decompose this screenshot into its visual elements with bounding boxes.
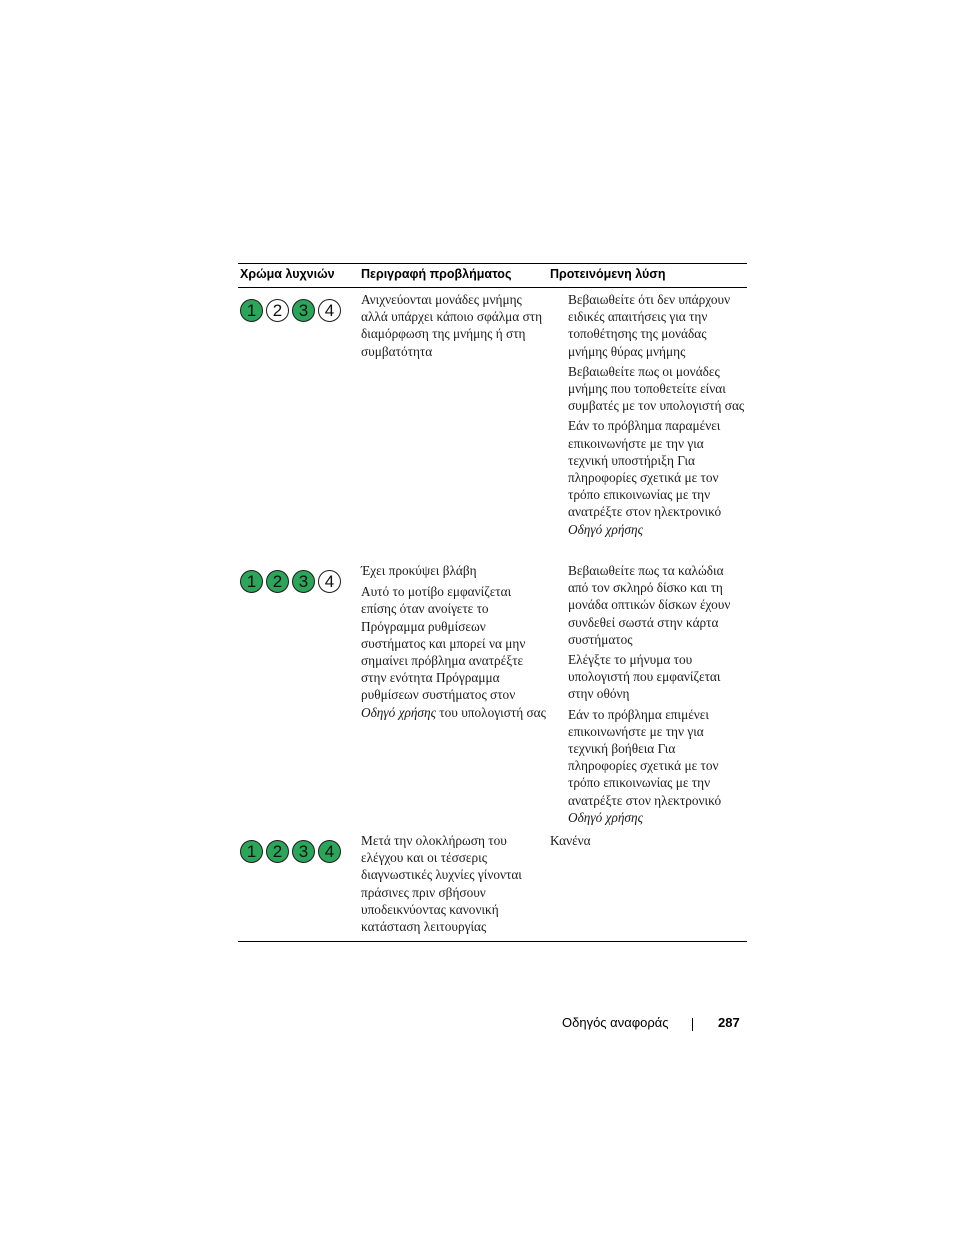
solution-item: Ελέγξτε το μήνυμα του υπολογιστή που εμφανίζεται στην οθόνη (568, 652, 721, 702)
solution-item: Βεβαιωθείτε πως οι μονάδες μνήμης που τοποθετείτε είναι συμβατές με τον υπολογιστή σας (568, 363, 745, 414)
led-2-icon: 2 (266, 299, 289, 322)
problem-description (361, 562, 546, 725)
suggested-solutions (550, 832, 747, 849)
led-2-icon: 2 (266, 570, 289, 593)
table-bottom-rule (238, 941, 747, 942)
problem-description (361, 291, 546, 364)
user-guide-ref: Οδηγό χρήσης (568, 521, 643, 537)
description-text: Ανιχνεύονται μονάδες μνήμης αλλά υπάρχει κάποιο σφάλμα στη διαμόρφωση της μνήμης ή στη συμβατότητα (361, 292, 543, 359)
solution-item (550, 417, 747, 537)
led-3-icon: 3 (292, 570, 315, 593)
description-body: Αυτό το μοτίβο εμφανίζεται επίσης όταν ανοίγετε το Πρόγραμμα ρυθμίσεων συστήματος και μπορεί να μην σημαίνει πρόβλημα ανατρέξτε στην ενότητα Πρόγραμμα ρυθμίσεων συστήματος στον (361, 584, 526, 703)
led-1-icon: 1 (240, 299, 263, 322)
user-guide-ref: Οδηγό χρήσης (568, 809, 643, 825)
description-text: Έχει προκύψει βλάβη (361, 563, 477, 578)
solution-item: Βεβαιωθείτε πως τα καλώδια από τον σκληρό δίσκο και τη μονάδα οπτικών δίσκων έχουν συνδεθεί σωστά στην κάρτα συστήματος (568, 563, 731, 647)
description-text: Μετά την ολοκλήρωση του ελέγχου και οι τέσσερις διαγνωστικές λυχνίες γίνονται πράσινες πριν σβήσουν υποδεικνύοντας κανονική κατάσταση λειτουργίας (361, 833, 522, 935)
solution-text: Εάν το πρόβλημα επιμένει επικοινωνήστε με την για τεχνική βοήθεια Για πληροφορίες σχετικά με τον τρόπο επικοινωνίας με την ανατρέξτε στον ηλεκτρονικό (568, 706, 722, 808)
header-suggested-solution: Προτεινόμενη λύση (550, 267, 666, 281)
led-1-icon: 1 (240, 570, 263, 593)
led-pattern (240, 299, 341, 322)
description-text (361, 583, 546, 721)
header-rule (238, 287, 747, 288)
page-number: 287 (718, 1015, 740, 1030)
footer-separator (692, 1018, 693, 1031)
led-4-icon: 4 (318, 840, 341, 863)
led-4-icon: 4 (318, 570, 341, 593)
header-problem-description: Περιγραφή προβλήματος (361, 267, 512, 281)
led-3-icon: 3 (292, 840, 315, 863)
solution-text: Εάν το πρόβλημα παραμένει επικοινωνήστε με την για τεχνική υποστήριξη Για πληροφορίες σχετικά με τον τρόπο επικοινωνίας με την ανατρέξτε στον ηλεκτρονικό (568, 418, 722, 520)
solution-item: Βεβαιωθείτε ότι δεν υπάρχουν ειδικές απαιτήσεις για την τοποθέτησης της μονάδας μνήμης θύρας μνήμης (568, 292, 731, 359)
solution-text: Κανένα (550, 833, 591, 848)
problem-description (361, 832, 546, 939)
led-pattern (240, 840, 341, 863)
solution-item (550, 706, 747, 826)
suggested-solutions (550, 291, 747, 541)
led-2-icon: 2 (266, 840, 289, 863)
footer-guide-title: Οδηγός αναφοράς (562, 1015, 669, 1030)
led-4-icon: 4 (318, 299, 341, 322)
description-tail: του υπολογιστή σας (435, 704, 546, 720)
table-top-rule (238, 263, 747, 264)
led-1-icon: 1 (240, 840, 263, 863)
header-light-color: Χρώμα λυχνιών (240, 267, 335, 281)
suggested-solutions (550, 562, 747, 829)
led-pattern (240, 570, 341, 593)
user-guide-ref: Οδηγό χρήσης (361, 704, 436, 720)
led-3-icon: 3 (292, 299, 315, 322)
